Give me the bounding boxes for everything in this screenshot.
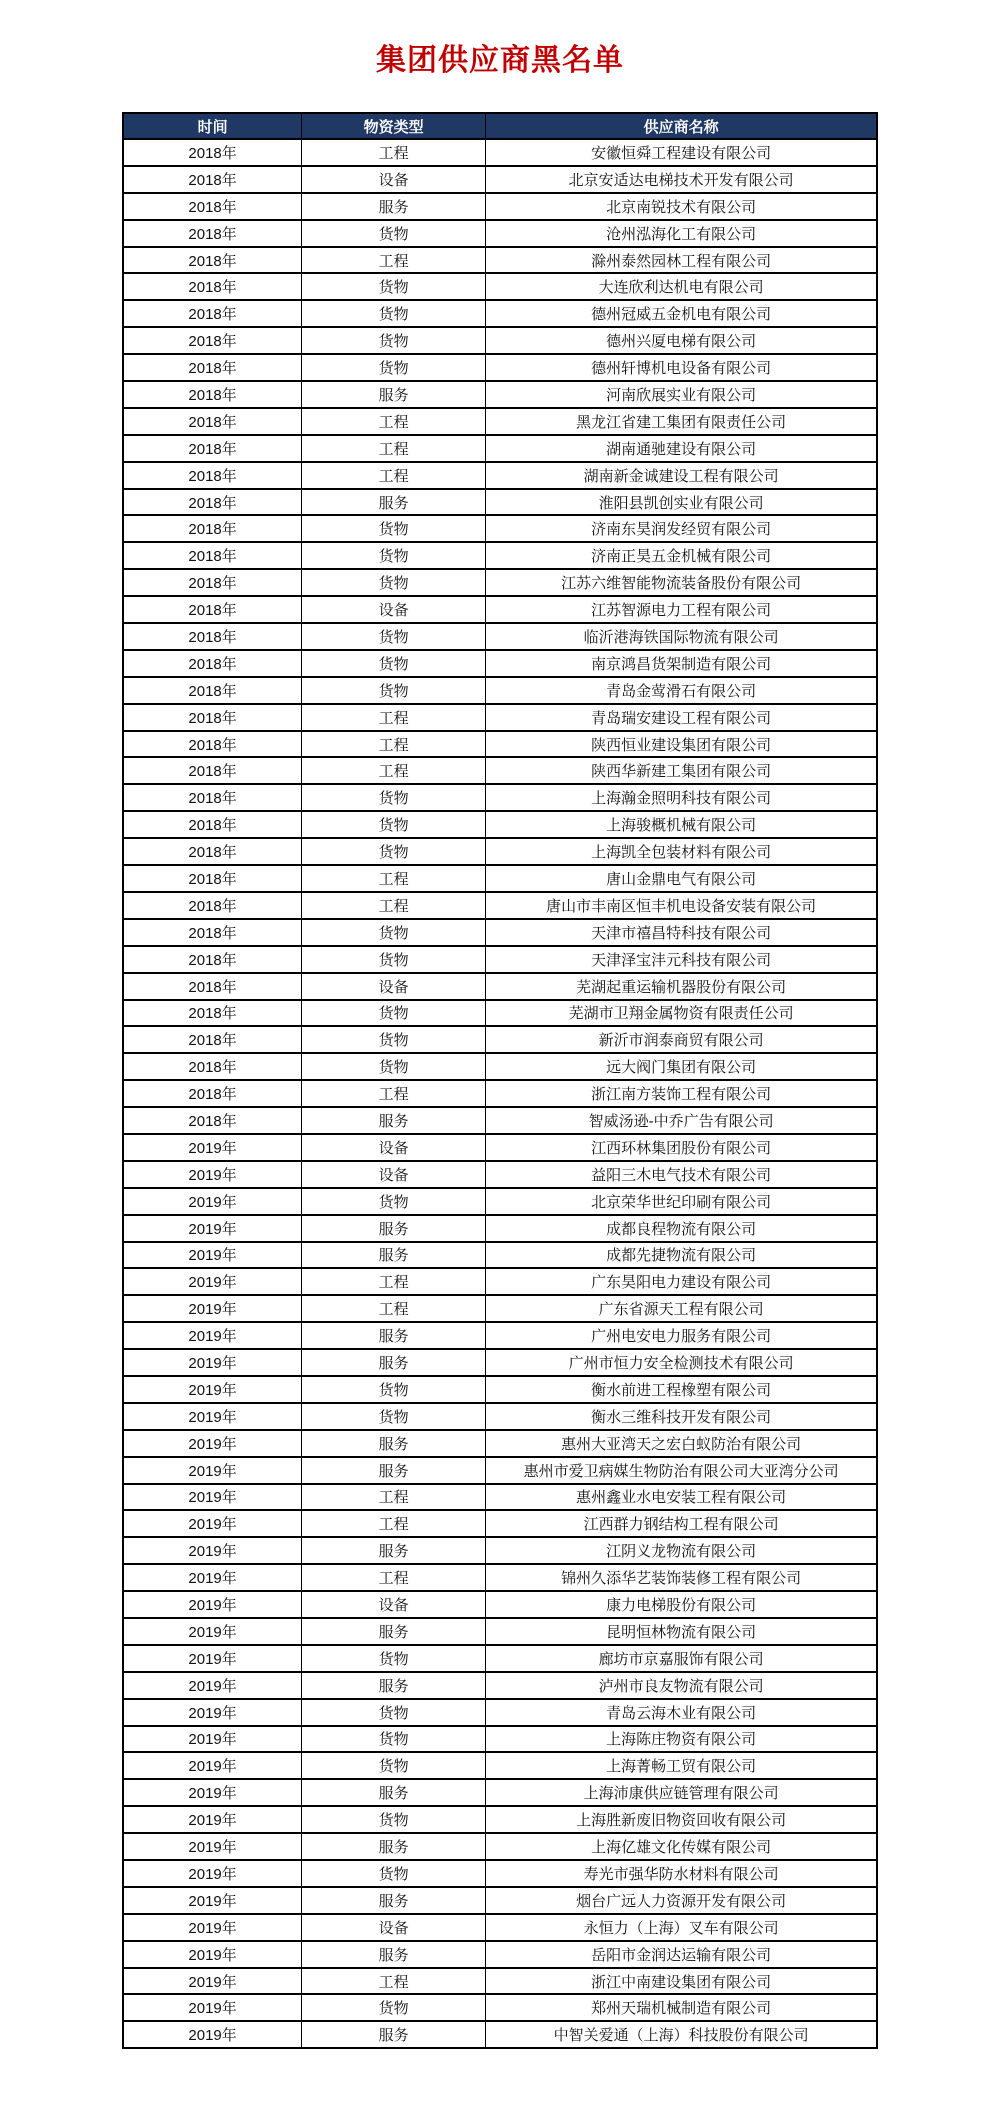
cell-supplier-name: 上海菁畅工贸有限公司 [486,1752,877,1779]
cell-material-type: 货物 [302,1053,486,1080]
cell-material-type: 货物 [302,515,486,542]
cell-supplier-name: 北京安适达电梯技术开发有限公司 [486,166,877,193]
table-row [123,919,877,946]
cell-supplier-name: 智威汤逊-中乔广告有限公司 [486,1107,877,1134]
cell-supplier-name: 湖南新金诚建设工程有限公司 [486,462,877,489]
cell-material-type: 工程 [302,1080,486,1107]
cell-material-type: 服务 [302,2021,486,2048]
table-row [123,1000,877,1027]
cell-supplier-name: 德州轩博机电设备有限公司 [486,354,877,381]
cell-year: 2018年 [123,919,302,946]
cell-supplier-name: 衡水三维科技开发有限公司 [486,1403,877,1430]
cell-supplier-name: 惠州市爱卫病媒生物防治有限公司大亚湾分公司 [486,1457,877,1484]
cell-material-type: 工程 [302,1484,486,1511]
cell-supplier-name: 廊坊市京嘉服饰有限公司 [486,1645,877,1672]
cell-supplier-name: 烟台广远人力资源开发有限公司 [486,1887,877,1914]
cell-supplier-name: 德州冠威五金机电有限公司 [486,300,877,327]
cell-year: 2019年 [123,1457,302,1484]
cell-year: 2018年 [123,408,302,435]
cell-material-type: 货物 [302,784,486,811]
cell-year: 2018年 [123,811,302,838]
cell-supplier-name: 天津市禧昌特科技有限公司 [486,919,877,946]
cell-year: 2019年 [123,1618,302,1645]
cell-supplier-name: 昆明恒林物流有限公司 [486,1618,877,1645]
cell-material-type: 服务 [302,1215,486,1242]
cell-material-type: 货物 [302,300,486,327]
cell-year: 2018年 [123,220,302,247]
supplier-blacklist-table [122,112,878,2049]
table-row [123,1430,877,1457]
table-row [123,1484,877,1511]
table-row [123,650,877,677]
cell-supplier-name: 南京鸿昌货架制造有限公司 [486,650,877,677]
cell-supplier-name: 江苏智源电力工程有限公司 [486,596,877,623]
cell-year: 2018年 [123,1000,302,1027]
cell-material-type: 货物 [302,354,486,381]
table-row [123,1107,877,1134]
table-row [123,677,877,704]
cell-material-type: 货物 [302,542,486,569]
cell-supplier-name: 天津泽宝沣元科技有限公司 [486,946,877,973]
table-row [123,462,877,489]
cell-year: 2019年 [123,1242,302,1269]
cell-year: 2019年 [123,1484,302,1511]
table-row [123,139,877,166]
table-row [123,1349,877,1376]
cell-material-type: 货物 [302,569,486,596]
cell-material-type: 设备 [302,973,486,1000]
cell-supplier-name: 永恒力（上海）叉车有限公司 [486,1914,877,1941]
table-row [123,1026,877,1053]
table-row [123,1860,877,1887]
cell-supplier-name: 广东省源天工程有限公司 [486,1295,877,1322]
cell-supplier-name: 江阴义龙物流有限公司 [486,1537,877,1564]
cell-material-type: 货物 [302,1403,486,1430]
cell-supplier-name: 大连欣利达机电有限公司 [486,273,877,300]
cell-material-type: 货物 [302,1752,486,1779]
cell-year: 2018年 [123,462,302,489]
cell-material-type: 服务 [302,1107,486,1134]
cell-material-type: 工程 [302,892,486,919]
table-row [123,973,877,1000]
table-row [123,1134,877,1161]
cell-year: 2019年 [123,1134,302,1161]
cell-material-type: 货物 [302,811,486,838]
cell-material-type: 工程 [302,704,486,731]
table-row [123,1699,877,1726]
supplier-table-body [123,139,877,2048]
cell-year: 2019年 [123,1752,302,1779]
cell-year: 2019年 [123,1215,302,1242]
cell-year: 2019年 [123,1591,302,1618]
cell-material-type: 货物 [302,220,486,247]
cell-year: 2018年 [123,946,302,973]
table-row [123,1053,877,1080]
table-row [123,1295,877,1322]
cell-supplier-name: 浙江南方装饰工程有限公司 [486,1080,877,1107]
table-row [123,1941,877,1968]
cell-supplier-name: 唐山金鼎电气有限公司 [486,865,877,892]
table-row [123,1188,877,1215]
cell-material-type: 工程 [302,1968,486,1995]
cell-year: 2018年 [123,515,302,542]
cell-year: 2019年 [123,1887,302,1914]
table-row [123,1242,877,1269]
cell-year: 2018年 [123,139,302,166]
table-row [123,946,877,973]
cell-supplier-name: 上海亿雄文化传媒有限公司 [486,1833,877,1860]
cell-supplier-name: 临沂港海铁国际物流有限公司 [486,623,877,650]
cell-year: 2019年 [123,1349,302,1376]
cell-supplier-name: 中智关爱通（上海）科技股份有限公司 [486,2021,877,2048]
cell-supplier-name: 沧州泓海化工有限公司 [486,220,877,247]
table-row [123,1833,877,1860]
cell-supplier-name: 青岛金莺滑石有限公司 [486,677,877,704]
table-row [123,865,877,892]
cell-supplier-name: 广州电安电力服务有限公司 [486,1322,877,1349]
cell-material-type: 货物 [302,1376,486,1403]
table-row [123,1752,877,1779]
cell-supplier-name: 上海凯全包装材料有限公司 [486,838,877,865]
cell-year: 2018年 [123,1026,302,1053]
table-row [123,327,877,354]
cell-material-type: 货物 [302,1000,486,1027]
cell-year: 2018年 [123,435,302,462]
cell-material-type: 服务 [302,489,486,516]
col-header-material-type: 物资类型 [302,113,486,139]
cell-material-type: 货物 [302,1188,486,1215]
table-row [123,1994,877,2021]
cell-supplier-name: 河南欣展实业有限公司 [486,381,877,408]
cell-year: 2019年 [123,1188,302,1215]
cell-supplier-name: 泸州市良友物流有限公司 [486,1672,877,1699]
table-row [123,1457,877,1484]
cell-material-type: 服务 [302,1349,486,1376]
cell-supplier-name: 江西群力钢结构工程有限公司 [486,1510,877,1537]
cell-supplier-name: 济南正昊五金机械有限公司 [486,542,877,569]
cell-year: 2019年 [123,1322,302,1349]
cell-year: 2018年 [123,973,302,1000]
cell-supplier-name: 北京南锐技术有限公司 [486,193,877,220]
cell-year: 2019年 [123,1161,302,1188]
table-row [123,1564,877,1591]
cell-year: 2019年 [123,1833,302,1860]
cell-supplier-name: 上海胜新废旧物资回收有限公司 [486,1806,877,1833]
table-row [123,1887,877,1914]
table-row [123,1591,877,1618]
table-row [123,247,877,274]
cell-year: 2018年 [123,193,302,220]
cell-supplier-name: 锦州久添华艺装饰装修工程有限公司 [486,1564,877,1591]
cell-material-type: 工程 [302,1564,486,1591]
cell-supplier-name: 唐山市丰南区恒丰机电设备安装有限公司 [486,892,877,919]
cell-material-type: 服务 [302,1242,486,1269]
cell-year: 2018年 [123,704,302,731]
cell-supplier-name: 岳阳市金润达运输有限公司 [486,1941,877,1968]
cell-material-type: 货物 [302,677,486,704]
cell-material-type: 货物 [302,273,486,300]
cell-supplier-name: 芜湖起重运输机器股份有限公司 [486,973,877,1000]
table-row [123,784,877,811]
cell-year: 2018年 [123,838,302,865]
col-header-supplier-name: 供应商名称 [486,113,877,139]
cell-supplier-name: 青岛云海木业有限公司 [486,1699,877,1726]
cell-year: 2019年 [123,1268,302,1295]
cell-material-type: 货物 [302,1645,486,1672]
cell-supplier-name: 郑州天瑞机械制造有限公司 [486,1994,877,2021]
cell-supplier-name: 江苏六维智能物流装备股份有限公司 [486,569,877,596]
table-row [123,1510,877,1537]
table-row [123,1161,877,1188]
table-row [123,1268,877,1295]
cell-material-type: 服务 [302,1537,486,1564]
cell-supplier-name: 上海沛康供应链管理有限公司 [486,1779,877,1806]
cell-year: 2019年 [123,1860,302,1887]
cell-year: 2019年 [123,1941,302,1968]
cell-material-type: 设备 [302,1134,486,1161]
cell-year: 2019年 [123,1968,302,1995]
table-row [123,220,877,247]
cell-material-type: 工程 [302,757,486,784]
cell-year: 2018年 [123,596,302,623]
cell-material-type: 服务 [302,193,486,220]
cell-material-type: 服务 [302,1457,486,1484]
cell-year: 2018年 [123,731,302,758]
table-row [123,838,877,865]
cell-material-type: 服务 [302,1322,486,1349]
table-row [123,757,877,784]
cell-year: 2018年 [123,273,302,300]
table-row [123,1645,877,1672]
cell-supplier-name: 成都良程物流有限公司 [486,1215,877,1242]
cell-supplier-name: 上海瀚金照明科技有限公司 [486,784,877,811]
cell-material-type: 工程 [302,731,486,758]
cell-supplier-name: 芜湖市卫翔金属物资有限责任公司 [486,1000,877,1027]
cell-supplier-name: 黑龙江省建工集团有限责任公司 [486,408,877,435]
cell-material-type: 工程 [302,247,486,274]
table-row [123,166,877,193]
cell-year: 2018年 [123,327,302,354]
cell-year: 2019年 [123,1672,302,1699]
cell-year: 2018年 [123,300,302,327]
cell-supplier-name: 江西环林集团股份有限公司 [486,1134,877,1161]
table-row [123,1672,877,1699]
cell-supplier-name: 陕西恒业建设集团有限公司 [486,731,877,758]
cell-supplier-name: 湖南通驰建设有限公司 [486,435,877,462]
page-title: 集团供应商黑名单 [376,44,624,77]
cell-material-type: 工程 [302,865,486,892]
cell-year: 2019年 [123,1295,302,1322]
cell-supplier-name: 新沂市润泰商贸有限公司 [486,1026,877,1053]
cell-material-type: 货物 [302,946,486,973]
cell-material-type: 服务 [302,1430,486,1457]
cell-year: 2019年 [123,1994,302,2021]
table-row [123,300,877,327]
cell-year: 2018年 [123,354,302,381]
cell-material-type: 设备 [302,1591,486,1618]
cell-material-type: 货物 [302,1026,486,1053]
cell-supplier-name: 陕西华新建工集团有限公司 [486,757,877,784]
cell-year: 2018年 [123,784,302,811]
table-row [123,704,877,731]
table-row [123,1403,877,1430]
table-row [123,273,877,300]
table-row [123,569,877,596]
cell-material-type: 货物 [302,327,486,354]
cell-material-type: 工程 [302,1510,486,1537]
table-row [123,1726,877,1753]
cell-year: 2018年 [123,489,302,516]
table-row [123,623,877,650]
cell-material-type: 设备 [302,596,486,623]
cell-year: 2018年 [123,892,302,919]
table-row [123,435,877,462]
cell-supplier-name: 上海陈庄物资有限公司 [486,1726,877,1753]
cell-material-type: 设备 [302,166,486,193]
table-row [123,1376,877,1403]
cell-supplier-name: 惠州鑫业水电安装工程有限公司 [486,1484,877,1511]
cell-year: 2019年 [123,1699,302,1726]
cell-material-type: 货物 [302,623,486,650]
cell-supplier-name: 衡水前进工程橡塑有限公司 [486,1376,877,1403]
cell-year: 2018年 [123,757,302,784]
cell-material-type: 货物 [302,919,486,946]
cell-material-type: 设备 [302,1161,486,1188]
table-row [123,892,877,919]
cell-material-type: 货物 [302,838,486,865]
cell-supplier-name: 浙江中南建设集团有限公司 [486,1968,877,1995]
cell-year: 2019年 [123,1403,302,1430]
cell-material-type: 服务 [302,381,486,408]
table-row [123,408,877,435]
cell-material-type: 工程 [302,1295,486,1322]
table-row [123,515,877,542]
table-row [123,1914,877,1941]
table-row [123,1968,877,1995]
table-row [123,1322,877,1349]
cell-year: 2018年 [123,381,302,408]
cell-material-type: 货物 [302,1806,486,1833]
cell-material-type: 货物 [302,1994,486,2021]
table-row [123,1080,877,1107]
cell-material-type: 工程 [302,462,486,489]
cell-year: 2019年 [123,1430,302,1457]
table-header-row [123,113,877,139]
table-row [123,489,877,516]
cell-material-type: 设备 [302,1914,486,1941]
cell-supplier-name: 寿光市强华防水材料有限公司 [486,1860,877,1887]
table-row [123,542,877,569]
cell-year: 2018年 [123,1080,302,1107]
table-row [123,193,877,220]
cell-year: 2019年 [123,1914,302,1941]
cell-year: 2018年 [123,569,302,596]
table-row [123,2021,877,2048]
table-row [123,1215,877,1242]
table-row [123,1779,877,1806]
table-row [123,1806,877,1833]
cell-year: 2018年 [123,1107,302,1134]
cell-supplier-name: 淮阳县凯创实业有限公司 [486,489,877,516]
table-row [123,731,877,758]
cell-material-type: 货物 [302,1699,486,1726]
cell-year: 2018年 [123,247,302,274]
cell-year: 2019年 [123,1726,302,1753]
cell-year: 2018年 [123,1053,302,1080]
cell-year: 2018年 [123,542,302,569]
cell-year: 2018年 [123,865,302,892]
cell-supplier-name: 济南东昊润发经贸有限公司 [486,515,877,542]
cell-supplier-name: 青岛瑞安建设工程有限公司 [486,704,877,731]
cell-supplier-name: 德州兴厦电梯有限公司 [486,327,877,354]
cell-year: 2018年 [123,677,302,704]
table-row [123,1618,877,1645]
cell-year: 2019年 [123,1779,302,1806]
cell-material-type: 服务 [302,1779,486,1806]
table-row [123,381,877,408]
table-row [123,354,877,381]
table-row [123,596,877,623]
cell-material-type: 货物 [302,650,486,677]
cell-supplier-name: 益阳三木电气技术有限公司 [486,1161,877,1188]
cell-supplier-name: 上海骏概机械有限公司 [486,811,877,838]
cell-material-type: 货物 [302,1860,486,1887]
cell-year: 2019年 [123,1510,302,1537]
cell-supplier-name: 滁州泰然园林工程有限公司 [486,247,877,274]
cell-material-type: 工程 [302,408,486,435]
cell-material-type: 服务 [302,1618,486,1645]
cell-material-type: 工程 [302,435,486,462]
cell-material-type: 服务 [302,1833,486,1860]
cell-supplier-name: 北京荣华世纪印刷有限公司 [486,1188,877,1215]
cell-year: 2019年 [123,1806,302,1833]
cell-supplier-name: 广州市恒力安全检测技术有限公司 [486,1349,877,1376]
cell-year: 2019年 [123,2021,302,2048]
cell-material-type: 工程 [302,1268,486,1295]
table-row [123,1537,877,1564]
cell-material-type: 服务 [302,1672,486,1699]
cell-year: 2018年 [123,650,302,677]
cell-year: 2019年 [123,1645,302,1672]
cell-material-type: 工程 [302,139,486,166]
cell-supplier-name: 成都先捷物流有限公司 [486,1242,877,1269]
cell-supplier-name: 康力电梯股份有限公司 [486,1591,877,1618]
cell-year: 2018年 [123,166,302,193]
cell-material-type: 货物 [302,1726,486,1753]
col-header-time: 时间 [123,113,302,139]
cell-year: 2019年 [123,1564,302,1591]
cell-supplier-name: 安徽恒舜工程建设有限公司 [486,139,877,166]
cell-year: 2019年 [123,1537,302,1564]
cell-year: 2019年 [123,1376,302,1403]
cell-supplier-name: 广东昊阳电力建设有限公司 [486,1268,877,1295]
table-row [123,811,877,838]
cell-supplier-name: 远大阀门集团有限公司 [486,1053,877,1080]
cell-year: 2018年 [123,623,302,650]
cell-material-type: 服务 [302,1941,486,1968]
cell-material-type: 服务 [302,1887,486,1914]
cell-supplier-name: 惠州大亚湾天之宏白蚁防治有限公司 [486,1430,877,1457]
